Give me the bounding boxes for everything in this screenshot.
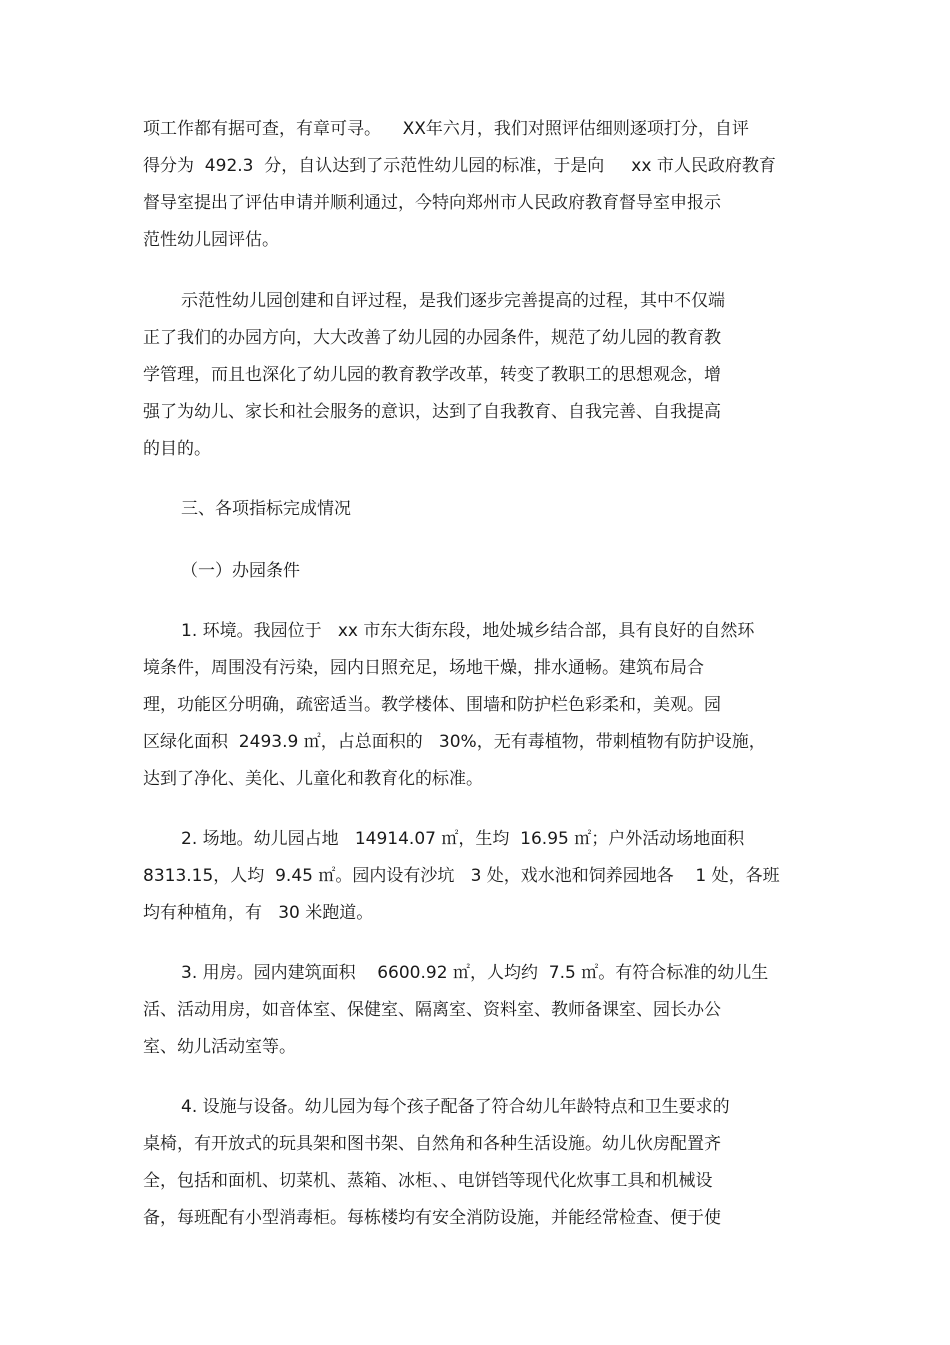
paragraph-2-line-3: 学管理，而且也深化了幼儿园的教育教学改革，转变了教职工的思想观念，增 bbox=[143, 365, 721, 385]
section-heading: 三、各项指标完成情况 bbox=[181, 499, 351, 519]
paragraph-1-line-4: 范性幼儿园评估。 bbox=[143, 230, 279, 250]
item-3-line-1: 3. 用房。园内建筑面积 6600.92 ㎡，人均约 7.5 ㎡。有符合标准的幼儿生 bbox=[181, 963, 769, 983]
paragraph-2-line-5: 的目的。 bbox=[143, 439, 211, 459]
subsection-heading: （一）办园条件 bbox=[181, 561, 300, 581]
paragraph-1-line-1: 项工作都有据可查，有章可寻。 XX年六月，我们对照评估细则逐项打分，自评 bbox=[143, 119, 749, 139]
item-1-line-4: 区绿化面积 2493.9 ㎡，占总面积的 30%，无有毒植物，带刺植物有防护设施， bbox=[143, 732, 766, 752]
item-1-line-5: 达到了净化、美化、儿童化和教育化的标准。 bbox=[143, 769, 483, 789]
paragraph-1-line-3: 督导室提出了评估申请并顺利通过，今特向郑州市人民政府教育督导室申报示 bbox=[143, 193, 721, 213]
item-4-line-2: 桌椅，有开放式的玩具架和图书架、自然角和各种生活设施。幼儿伙房配置齐 bbox=[143, 1134, 721, 1154]
paragraph-2-line-4: 强了为幼儿、家长和社会服务的意识，达到了自我教育、自我完善、自我提高 bbox=[143, 402, 721, 422]
paragraph-2-line-2: 正了我们的办园方向，大大改善了幼儿园的办园条件，规范了幼儿园的教育教 bbox=[143, 328, 721, 348]
item-3-line-3: 室、幼儿活动室等。 bbox=[143, 1037, 296, 1057]
item-1-line-3: 理，功能区分明确，疏密适当。教学楼体、围墙和防护栏色彩柔和，美观。园 bbox=[143, 695, 721, 715]
item-4-line-4: 备，每班配有小型消毒柜。每栋楼均有安全消防设施，并能经常检查、便于使 bbox=[143, 1208, 721, 1228]
item-2-line-3: 均有种植角，有 30 米跑道。 bbox=[143, 903, 374, 923]
paragraph-2-line-1: 示范性幼儿园创建和自评过程，是我们逐步完善提高的过程，其中不仅端 bbox=[181, 291, 725, 311]
item-2-line-2: 8313.15，人均 9.45 ㎡。园内设有沙坑 3 处，戏水池和饲养园地各 1 处，各班 bbox=[143, 866, 780, 886]
item-3-line-2: 活、活动用房，如音体室、保健室、隔离室、资料室、教师备课室、园长办公 bbox=[143, 1000, 721, 1020]
item-2-line-1: 2. 场地。幼儿园占地 14914.07 ㎡，生均 16.95 ㎡；户外活动场地面积 bbox=[181, 829, 745, 849]
item-1-line-2: 境条件，周围没有污染，园内日照充足，场地干燥，排水通畅。建筑布局合 bbox=[143, 658, 704, 678]
paragraph-1-line-2: 得分为 492.3 分，自认达到了示范性幼儿园的标准，于是向 xx 市人民政府教育 bbox=[143, 156, 776, 176]
item-4-line-3: 全，包括和面机、切菜机、蒸箱、冰柜、、电饼铛等现代化炊事工具和机械设 bbox=[143, 1171, 713, 1191]
item-1-line-1: 1. 环境。我园位于 xx 市东大街东段，地处城乡结合部，具有良好的自然环 bbox=[181, 621, 755, 641]
item-4-line-1: 4. 设施与设备。幼儿园为每个孩子配备了符合幼儿年龄特点和卫生要求的 bbox=[181, 1097, 730, 1117]
